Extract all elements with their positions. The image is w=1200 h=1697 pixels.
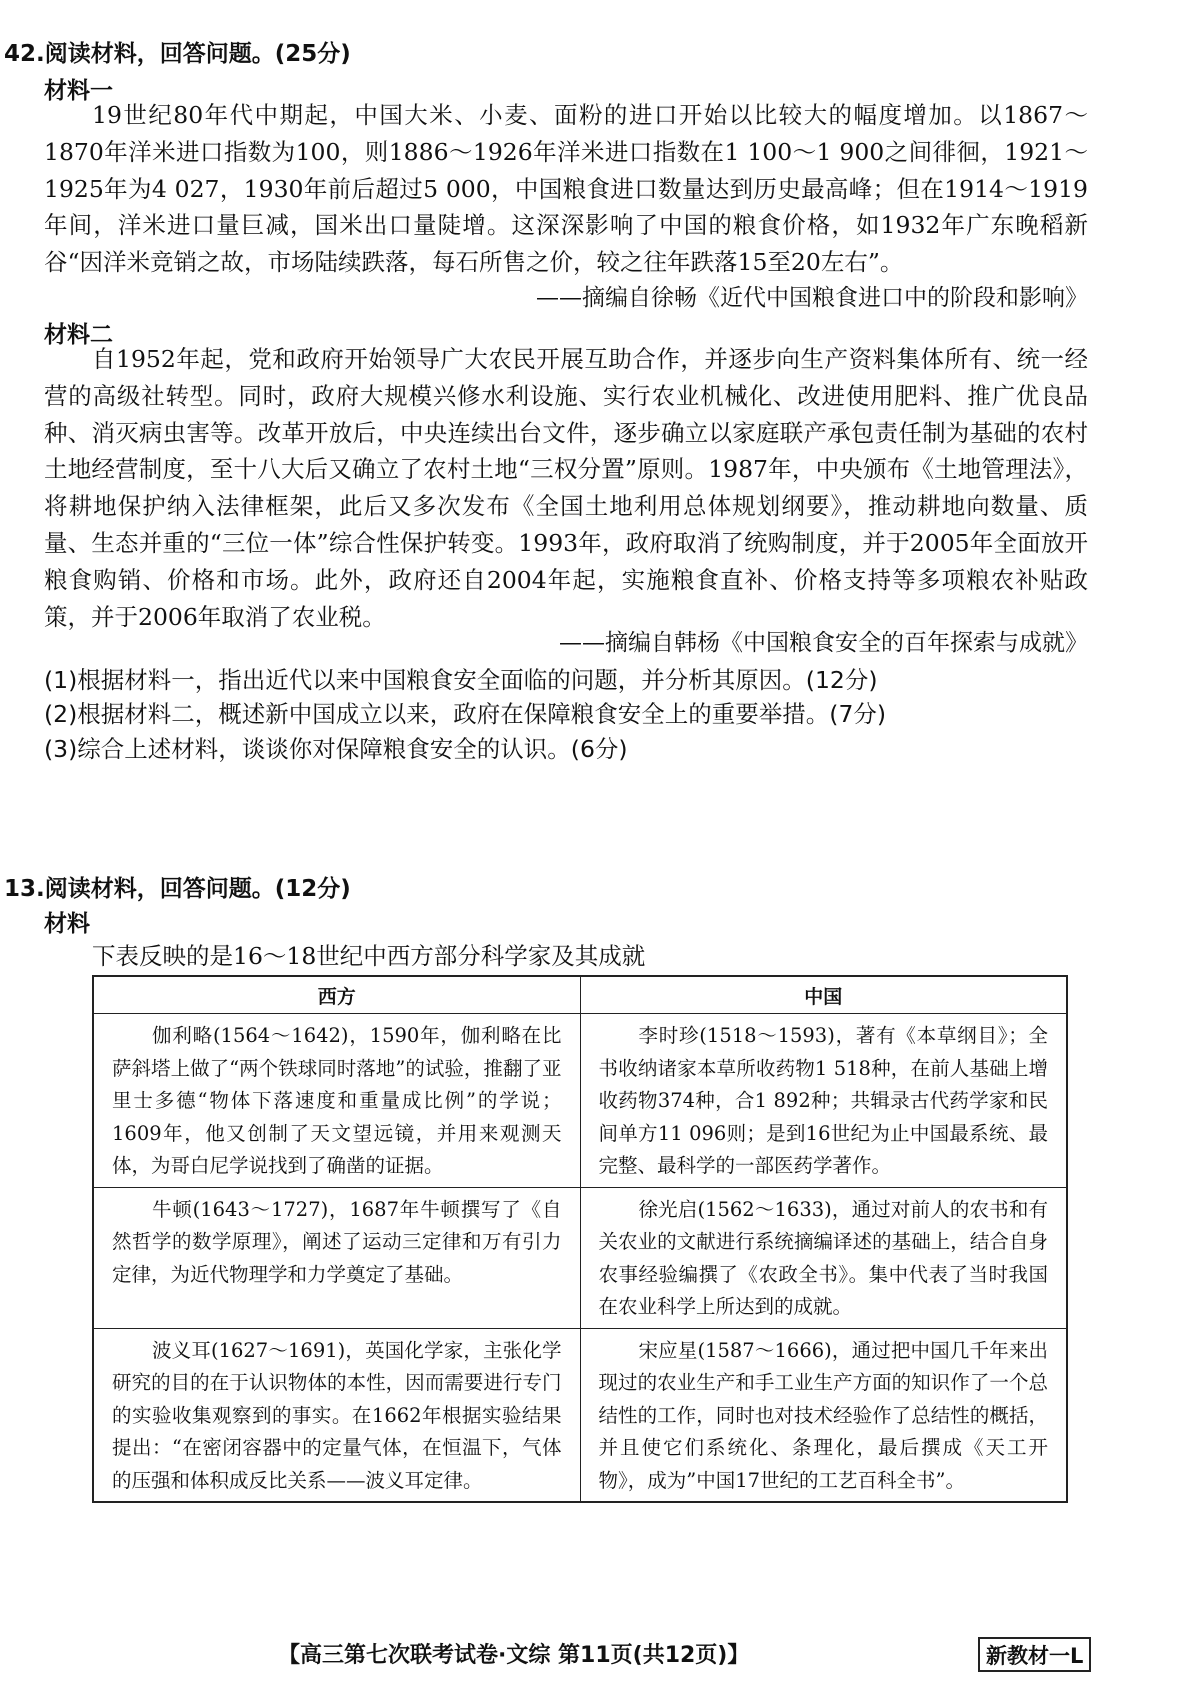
cell-song-yingxing: 宋应星(1587～1666)，通过把中国几千年来出现过的农业生产和手工业生产方面的知识作了一个总结性的工作，同时也对技术经验作了总结性的概括，并且使它们系统化、条理化，最后撰成《天工开物》，成为”中国17世纪的工艺百科全书”。 [580,1328,1067,1502]
table-header-row [93,976,1067,1014]
cell-newton: 牛顿(1643～1727)，1687年牛顿撰写了《自然哲学的数学原理》，阐述了运动三定律和万有引力定律，为近代物理学和力学奠定了基础。 [93,1187,580,1328]
material-2-source: ——摘编自韩杨《中国粮食安全的百年探索与成就》 [559,630,1088,656]
question-42-part-1: (1)根据材料一，指出近代以来中国粮食安全面临的问题，并分析其原因。(12分) [44,666,878,694]
page-footer: 【高三第七次联考试卷·文综 第11页(共12页)】 [278,1643,750,1668]
question-42-part-3: (3)综合上述材料，谈谈你对保障粮食安全的认识。(6分) [44,735,628,763]
table-row [93,1014,1067,1188]
material-1-source: ——摘编自徐畅《近代中国粮食进口中的阶段和影响》 [536,285,1088,311]
table-row [93,1187,1067,1328]
cell-li-shizhen: 李时珍(1518～1593)，著有《本草纲目》；全书收纳诸家本草所收药物1 518种，在前人基础上增收药物374种，合1 892种；共辑录古代药学家和民间单方11 096则；是到16世纪为止中国最系统、最完整、最科学的一部医药学著作。 [580,1014,1067,1188]
header-west: 西方 [93,976,580,1014]
edition-badge: 新教材一L [978,1637,1091,1672]
material-1-heading: 材料一 [44,78,113,104]
material-1-text: 19世纪80年代中期起，中国大米、小麦、面粉的进口开始以比较大的幅度增加。以1867～1870年洋米进口指数为100，则1886～1926年洋米进口指数在1 100～1 900之间徘徊，1921～1925年为4 027，1930年前后超过5 000，中国粮食进口数量达到历史最高峰；但在1914～1919年间，洋米进口量巨减，国米出口量陡增。这深深影响了中国的粮食价格，如1932年广东晚稻新谷“因洋米竞销之故，市场陆续跌落，每石所售之价，较之往年跌落15至20左右”。 [44,101,1088,277]
question-42-part-2: (2)根据材料二，概述新中国成立以来，政府在保障粮食安全上的重要举措。(7分) [44,700,887,728]
scientists-table [92,975,1068,1503]
cell-galileo: 伽利略(1564～1642)，1590年，伽利略在比萨斜塔上做了“两个铁球同时落地”的试验，推翻了亚里士多德“物体下落速度和重量成比例”的学说；1609年，他又创制了天文望远镜，并用来观测天体，为哥白尼学说找到了确凿的证据。 [93,1014,580,1188]
cell-xu-guangqi: 徐光启(1562～1633)，通过对前人的农书和有关农业的文献进行系统摘编译述的基础上，结合自身农事经验编撰了《农政全书》。集中代表了当时我国在农业科学上所达到的成就。 [580,1187,1067,1328]
cell-boyle: 波义耳(1627～1691)，英国化学家，主张化学研究的目的在于认识物体的本性，因而需要进行专门的实验收集观察到的事实。在1662年根据实验结果提出：“在密闭容器中的定量气体，在恒温下，气体的压强和体积成反比关系——波义耳定律。 [93,1328,580,1502]
material-2-heading: 材料二 [44,322,113,348]
material-2-text: 自1952年起，党和政府开始领导广大农民开展互助合作，并逐步向生产资料集体所有、统一经营的高级社转型。同时，政府大规模兴修水利设施、实行农业机械化、改进使用肥料、推广优良品种、消灭病虫害等。改革开放后，中央连续出台文件，逐步确立以家庭联产承包责任制为基础的农村土地经营制度，至十八大后又确立了农村土地“三权分置”原则。1987年，中央颁布《土地管理法》，将耕地保护纳入法律框架，此后又多次发布《全国土地利用总体规划纲要》，推动耕地向数量、质量、生态并重的“三位一体”综合性保护转变。1993年，政府取消了统购制度，并于2005年全面放开粮食购销、价格和市场。此外，政府还自2004年起，实施粮食直补、价格支持等多项粮农补贴政策，并于2006年取消了农业税。 [44,345,1088,631]
question-42-title: 42.阅读材料，回答问题。(25分) [4,41,351,67]
header-china: 中国 [580,976,1067,1014]
question-43-title: 13.阅读材料，回答问题。(12分) [4,876,351,902]
table-intro: 下表反映的是16～18世纪中西方部分科学家及其成就 [92,942,646,970]
table-row [93,1328,1067,1502]
material-heading: 材料 [44,911,90,937]
